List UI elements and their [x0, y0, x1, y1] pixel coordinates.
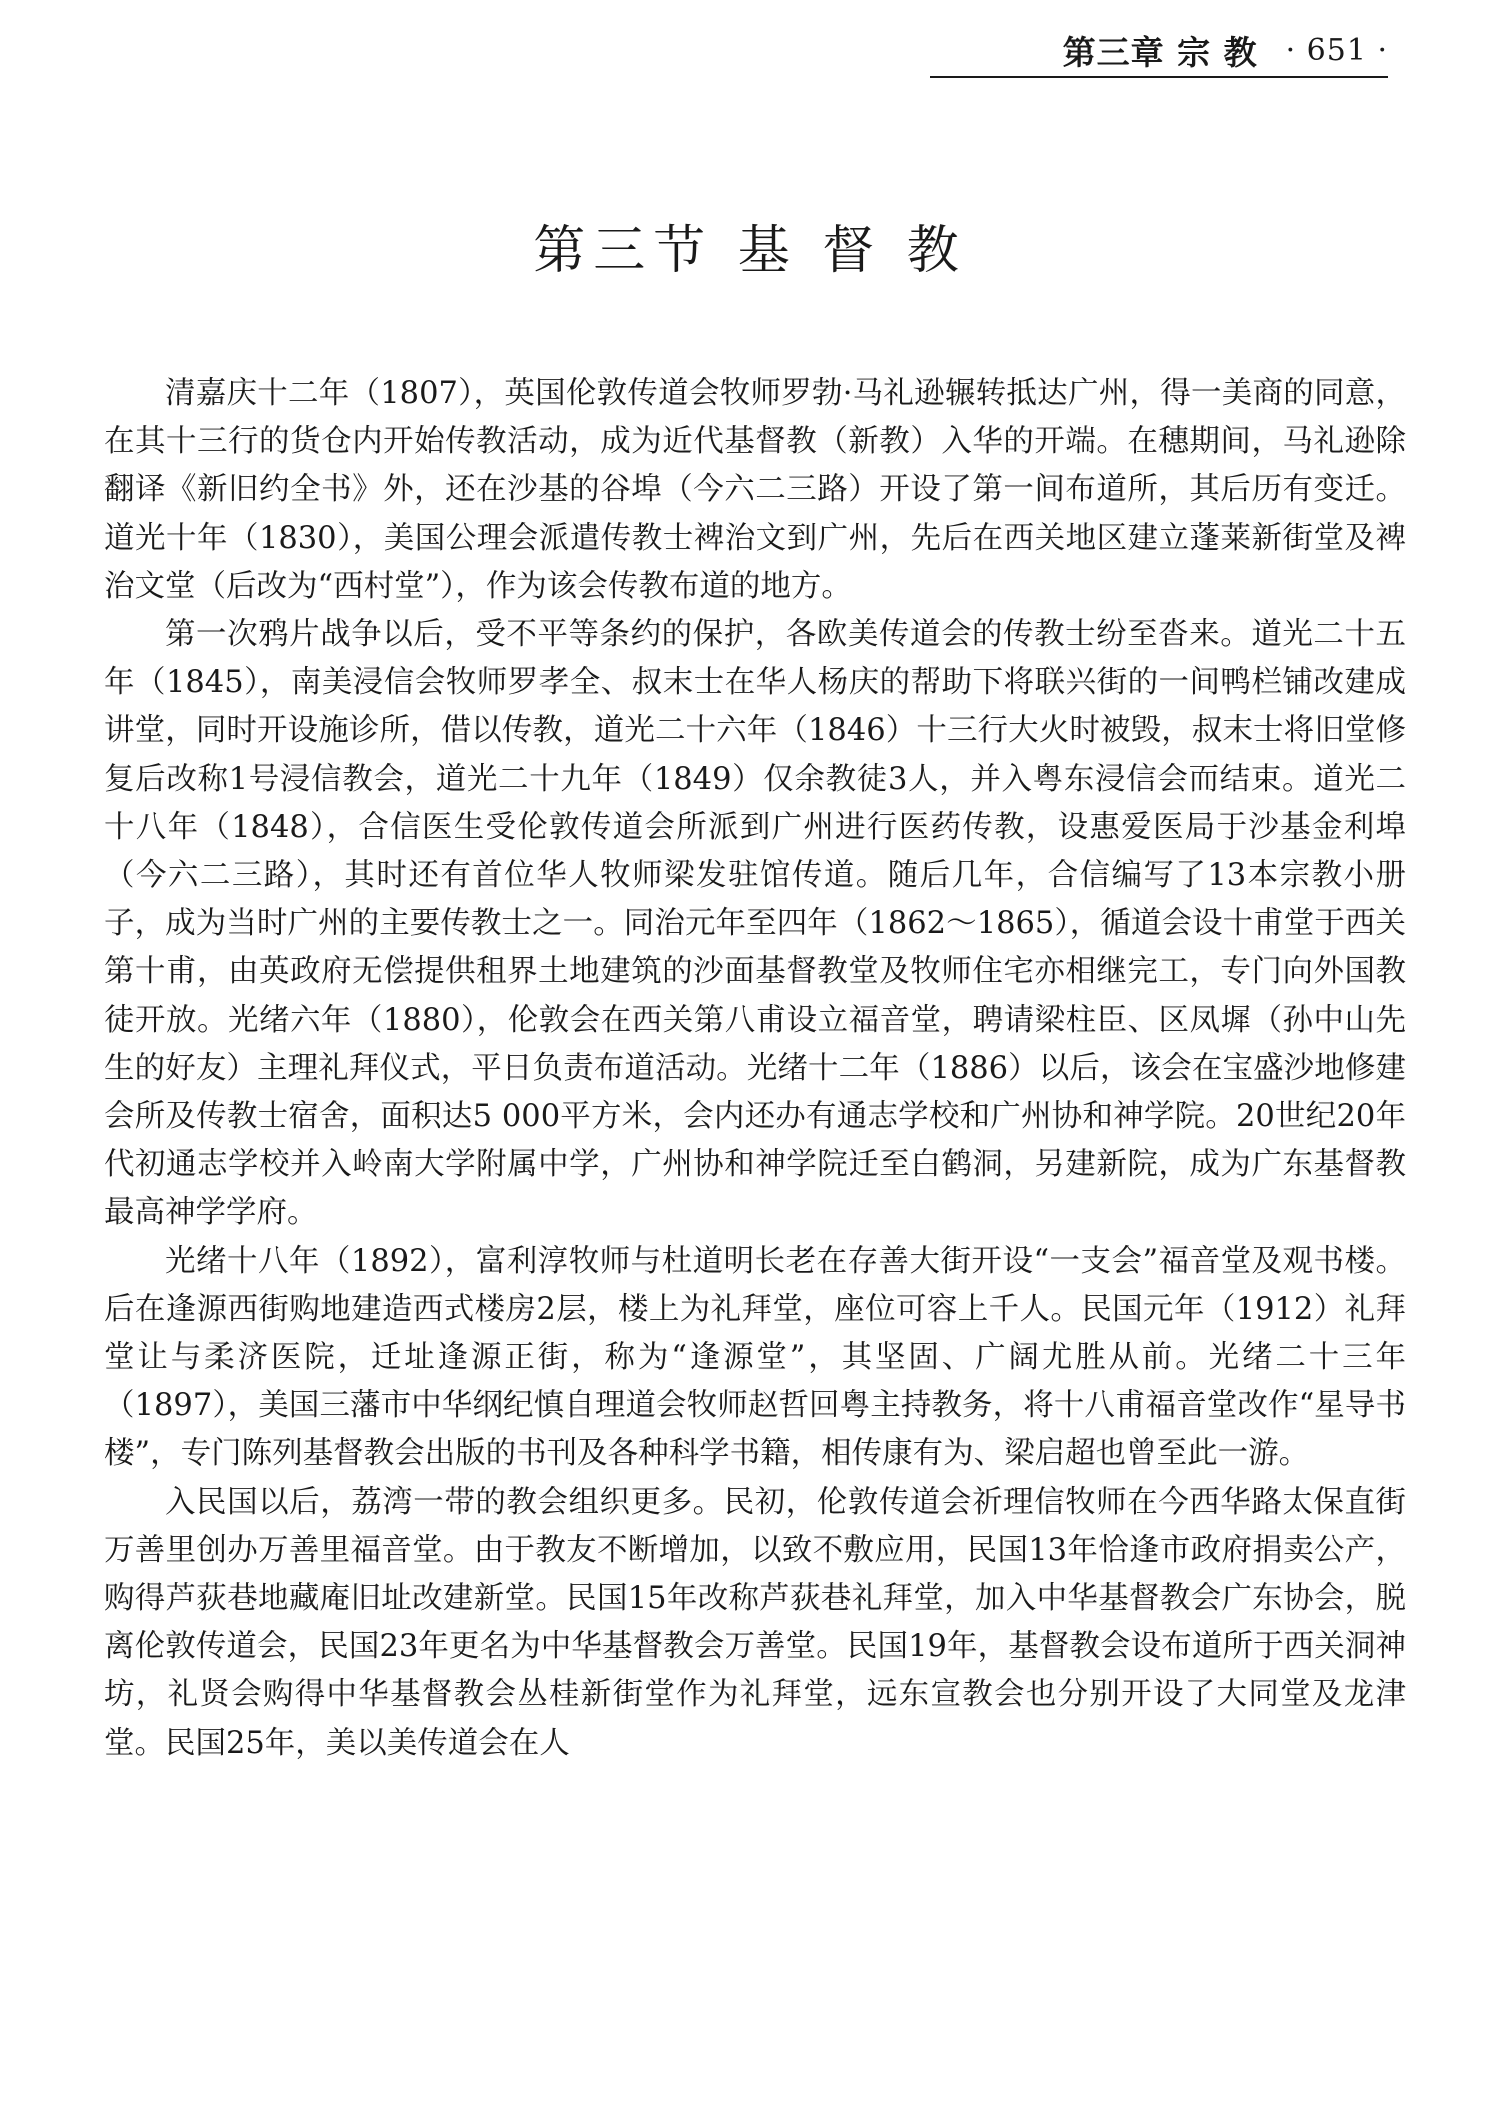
body-text — [104, 370, 1406, 1768]
page-number: · 651 · — [1285, 32, 1388, 68]
section-title: 第三节 基 督 教 — [533, 221, 967, 281]
header-rule — [930, 76, 1388, 78]
running-header — [930, 28, 1388, 72]
paragraph-1: 清嘉庆十二年（1807），英国伦敦传道会牧师罗勃·马礼逊辗转抵达广州，得一美商的同意，在其十三行的货仓内开始传教活动，成为近代基督教（新教）入华的开端。在穗期间，马礼逊除翻译《新旧约全书》外，还在沙基的谷埠（今六二三路）开设了第一间布道所，其后历有变迁。道光十年（1830），美国公理会派遣传教士裨治文到广州，先后在西关地区建立蓬莱新街堂及裨治文堂（后改为“西村堂”），作为该会传教布道的地方。 — [104, 376, 1406, 604]
chapter-title: 第三章 宗 教 — [1062, 32, 1258, 72]
paragraph-2: 第一次鸦片战争以后，受不平等条约的保护，各欧美传道会的传教士纷至沓来。道光二十五年（1845），南美浸信会牧师罗孝全、叔末士在华人杨庆的帮助下将联兴街的一间鸭栏铺改建成讲堂，同时开设施诊所，借以传教，道光二十六年（1846）十三行大火时被毁，叔末士将旧堂修复后改称1号浸信教会，道光二十九年（1849）仅余教徒3人，并入粤东浸信会而结束。道光二十八年（1848），合信医生受伦敦传道会所派到广州进行医药传教，设惠爱医局于沙基金利埠（今六二三路），其时还有首位华人牧师梁发驻馆传道。随后几年，合信编写了13本宗教小册子，成为当时广州的主要传教士之一。同治元年至四年（1862～1865），循道会设十甫堂于西关第十甫，由英政府无偿提供租界土地建筑的沙面基督教堂及牧师住宅亦相继完工，专门向外国教徒开放。光绪六年（1880），伦敦会在西关第八甫设立福音堂，聘请梁柱臣、区凤墀（孙中山先生的好友）主理礼拜仪式，平日负责布道活动。光绪十二年（1886）以后，该会在宝盛沙地修建会所及传教士宿舍，面积达5 000平方米，会内还办有通志学校和广州协和神学院。20世纪20年代初通志学校并入岭南大学附属中学，广州协和神学院迁至白鹤洞，另建新院，成为广东基督教最高神学学府。 — [104, 617, 1406, 1231]
paragraph-3: 光绪十八年（1892），富利淳牧师与杜道明长老在存善大街开设“一支会”福音堂及观书楼。后在逢源西街购地建造西式楼房2层，楼上为礼拜堂，座位可容上千人。民国元年（1912）礼拜堂让与柔济医院，迁址逢源正街，称为“逢源堂”，其坚固、广阔尤胜从前。光绪二十三年（1897），美国三藩市中华纲纪慎自理道会牧师赵哲回粤主持教务，将十八甫福音堂改作“星导书楼”，专门陈列基督教会出版的书刊及各种科学书籍，相传康有为、梁启超也曾至此一游。 — [104, 1243, 1406, 1472]
paragraph-4: 入民国以后，荔湾一带的教会组织更多。民初，伦敦传道会祈理信牧师在今西华路太保直街万善里创办万善里福音堂。由于教友不断增加，以致不敷应用，民国13年恰逢市政府捐卖公产，购得芦荻巷地藏庵旧址改建新堂。民国15年改称芦荻巷礼拜堂，加入中华基督教会广东协会，脱离伦敦传道会，民国23年更名为中华基督教会万善堂。民国19年，基督教会设布道所于西关洞神坊，礼贤会购得中华基督教会丛桂新街堂作为礼拜堂，远东宣教会也分别开设了大同堂及龙津堂。民国25年，美以美传道会在人 — [104, 1484, 1406, 1761]
